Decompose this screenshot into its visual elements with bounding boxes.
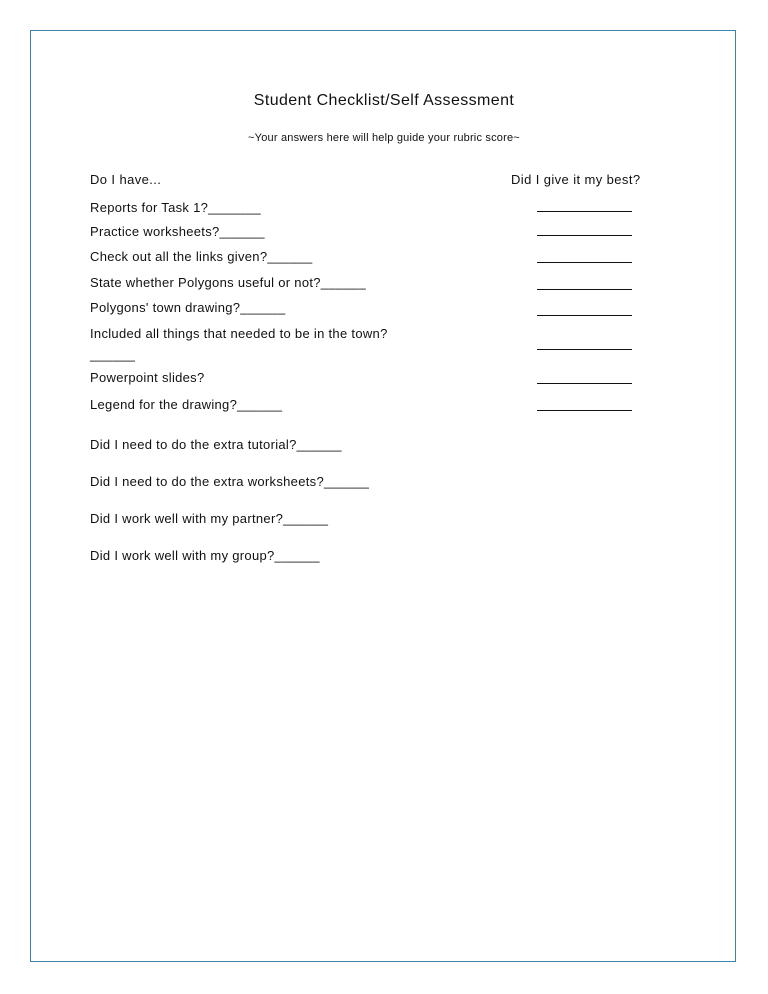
checklist-item-legend: Legend for the drawing?______ [90, 397, 283, 412]
best-answer-line-8 [537, 410, 632, 411]
extra-question-worksheets: Did I need to do the extra worksheets?______ [90, 474, 370, 489]
best-answer-line-5 [537, 315, 632, 316]
right-column-header: Did I give it my best? [511, 172, 641, 187]
page-border [30, 30, 736, 962]
extra-question-group: Did I work well with my group?______ [90, 548, 320, 563]
best-answer-line-4 [537, 289, 632, 290]
best-answer-line-6 [537, 349, 632, 350]
extra-question-tutorial: Did I need to do the extra tutorial?______ [90, 437, 342, 452]
checklist-item-town-things: Included all things that needed to be in the town? ______ [90, 326, 388, 362]
checklist-item-practice-worksheets: Practice worksheets?______ [90, 224, 265, 239]
extra-question-partner: Did I work well with my partner?______ [90, 511, 329, 526]
best-answer-line-2 [537, 235, 632, 236]
checklist-item-polygons-useful: State whether Polygons useful or not?______ [90, 275, 366, 290]
checklist-item-reports: Reports for Task 1?_______ [90, 200, 261, 215]
page-title: Student Checklist/Self Assessment [253, 92, 515, 109]
checklist-item-town-drawing: Polygons' town drawing?______ [90, 300, 286, 315]
checklist-item-links: Check out all the links given?______ [90, 249, 313, 264]
best-answer-line-7 [537, 383, 632, 384]
checklist-item-powerpoint: Powerpoint slides? [90, 370, 205, 385]
page-subtitle: ~Your answers here will help guide your rubric score~ [248, 132, 520, 144]
best-answer-line-1 [537, 211, 632, 212]
best-answer-line-3 [537, 262, 632, 263]
left-column-header: Do I have... [90, 172, 162, 187]
